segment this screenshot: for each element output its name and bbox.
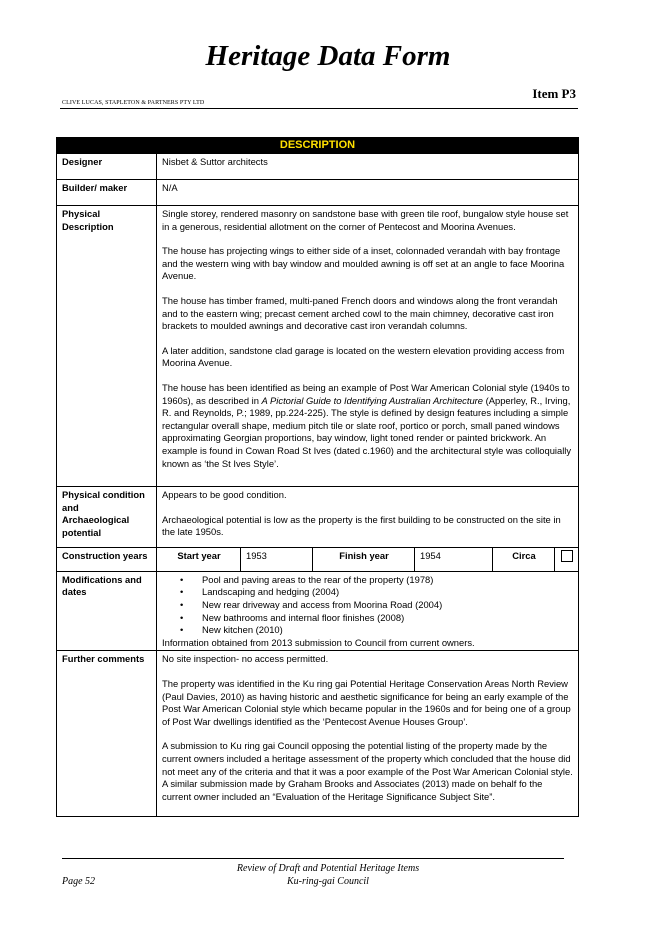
- physical-paragraph-5: [162, 382, 574, 470]
- firm-name: CLIVE LUCAS, STAPLETON & PARTNERS PTY LTD: [62, 100, 205, 106]
- physical-label-line1: Physical: [62, 208, 101, 219]
- physical-paragraph-1: Single storey, rendered masonry on sandstone base with green tile roof, bungalow style house set in a generous, residential allotment on the corner of Pentecost and Moorina Avenues.: [162, 208, 569, 232]
- modifications-note: Information obtained from 2013 submission to Council from current owners.: [162, 636, 475, 648]
- comments-paragraph-2: The property was identified in the Ku ring gai Potential Heritage Conservation Areas North Review (Paul Davies, 2010) as having historic and aesthetic significance for being an early example of the Post War American Colonial style which became popular in the 1960s and for being one of a group of Post War dwellings identified as the ‘Pentecost Avenue Houses Group’.: [162, 678, 571, 727]
- finish-year-value: 1954: [415, 547, 493, 571]
- modifications-label: [57, 571, 157, 651]
- further-comments-value: [157, 651, 579, 817]
- item-number: Item P3: [532, 86, 576, 101]
- physical-p5-part1: The house has been identified as being an example of Post War American Colonial style (1940s to 1960s), as described in: [162, 381, 570, 406]
- list-item: • New rear driveway and access from Moorina Road (2004): [202, 599, 574, 612]
- section-title: DESCRIPTION: [57, 138, 579, 154]
- physical-description-value: [157, 206, 579, 487]
- builder-label: Builder/ maker: [57, 180, 157, 206]
- list-item: • New kitchen (2010): [202, 624, 574, 637]
- header-rule: [60, 108, 578, 109]
- condition-value: [157, 487, 579, 548]
- page-title: Heritage Data Form: [205, 40, 451, 72]
- book-title: A Pictorial Guide to Identifying Australian Architecture: [261, 394, 484, 406]
- condition-paragraph-1: Appears to be good condition.: [162, 489, 287, 501]
- condition-label-line3: Archaeological: [62, 514, 130, 526]
- circa-checkbox-cell: [555, 547, 579, 571]
- designer-label: Designer: [57, 154, 157, 180]
- modifications-list: [162, 574, 574, 637]
- footer-council-name: Ku-ring-gai Council: [287, 876, 369, 887]
- page-number: [62, 876, 95, 887]
- condition-label-line4: potential: [62, 526, 102, 538]
- start-year-value: 1953: [241, 547, 313, 571]
- condition-label-line2: and: [62, 501, 79, 513]
- circa-checkbox[interactable]: [561, 550, 573, 562]
- comments-paragraph-3: A submission to Ku ring gai Council opposing the potential listing of the property made by the current owners included a heritage assessment of the property which concluded that the house did not meet any of the criteria and that it was a poor example of the Post War American Colonial style. A similar submission made by Graham Brooks and Associates (2013) made on behalf fo the current owner included an “Evaluation of the Heritage Significance Subject Site”.: [162, 740, 573, 802]
- comments-paragraph-1: No site inspection- no access permitted.: [162, 653, 329, 665]
- physical-p5-part2: (Apperley, R., Irving, R. and Reynolds, P.; 1989, pp.224-225). The style is defined by design features including a simple rectangular overall shape, medium pitch tile or slate roof, portico or porch, small paned windows approximating Georgian proportions, bay window, light toned render or painted brickwork. An example is found in Cowan Road St Ives (dated c.1960) and the architectural style was colloquially known as ‘the St Ives Style’.: [162, 394, 572, 469]
- list-item: • Pool and paving areas to the rear of the property (1978): [202, 574, 574, 587]
- footer-document-title: Review of Draft and Potential Heritage Items: [236, 863, 420, 874]
- designer-value: Nisbet & Suttor architects: [157, 154, 579, 180]
- list-item: • Landscaping and hedging (2004): [202, 586, 574, 599]
- heritage-form-table: [56, 137, 579, 817]
- start-year-label: Start year: [157, 547, 241, 571]
- modifications-value: [157, 571, 579, 651]
- finish-year-label: Finish year: [313, 547, 415, 571]
- physical-description-label: [57, 206, 157, 487]
- physical-paragraph-3: The house has timber framed, multi-paned French doors and windows along the front verandah and to the eastern wing; precast cement arched cowl to the main chimney, decorative cast iron brackets to moulded awnings and decorative cast iron verandah columns.: [162, 294, 558, 332]
- condition-paragraph-2: Archaeological potential is low as the property is the first building to be constructed on the site in the late 1950s.: [162, 513, 561, 538]
- modifications-label-line2: dates: [62, 586, 87, 598]
- condition-label: [57, 487, 157, 548]
- condition-label-line1: Physical condition: [62, 489, 145, 501]
- list-item: • New bathrooms and internal floor finishes (2008): [202, 612, 574, 625]
- footer-rule: [62, 858, 564, 859]
- builder-value: N/A: [157, 180, 579, 206]
- circa-label: Circa: [493, 547, 555, 571]
- modifications-label-line1: Modifications and: [62, 573, 142, 585]
- physical-paragraph-4: A later addition, sandstone clad garage is located on the western elevation providing access from Moorina Avenue.: [162, 344, 565, 369]
- physical-label-line2: Description: [62, 220, 114, 232]
- page-number-value: 52: [85, 876, 96, 887]
- page-label: Page: [62, 876, 83, 887]
- further-comments-label: Further comments: [57, 651, 157, 817]
- physical-paragraph-2: The house has projecting wings to either side of a inset, colonnaded verandah with bay frontage and the western wing with bay window and moulded awning is off set at an angle to face Moorina Avenue.: [162, 245, 565, 282]
- construction-years-label: Construction years: [57, 547, 157, 571]
